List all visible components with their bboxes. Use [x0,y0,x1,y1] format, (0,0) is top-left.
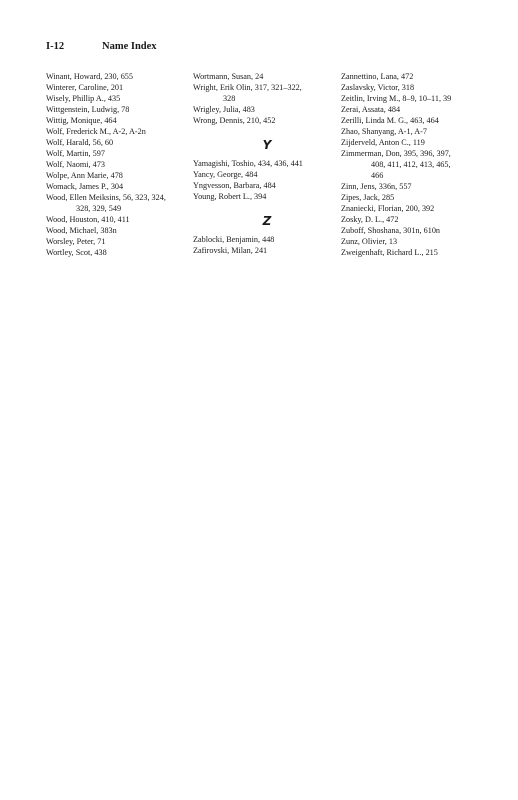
index-entry-text: Wood, Ellen Meiksins, 56, 323, 324, [46,193,166,202]
index-entry [193,169,341,180]
index-entry [46,181,194,192]
index-entry-text: Wolpe, Ann Marie, 478 [46,171,123,180]
index-entry-text: Zimmerman, Don, 395, 396, 397, [341,149,451,158]
page-title: Name Index [102,41,157,52]
index-entry-text: Zipes, Jack, 285 [341,193,395,202]
index-entry-text: Worsley, Peter, 71 [46,237,106,246]
index-entry [193,180,341,191]
index-entry-text: Zosky, D. L., 472 [341,215,399,224]
index-entry [341,71,489,82]
index-entry [341,126,489,137]
index-entry-text: Wright, Erik Olin, 317, 321–322, [193,83,302,92]
index-entry [193,158,341,169]
index-entry-text: Yancy, George, 484 [193,170,258,179]
index-entry-text: Yamagishi, Toshio, 434, 436, 441 [193,159,303,168]
index-entry-text: Wrong, Dennis, 210, 452 [193,116,276,125]
index-entry [46,225,194,236]
index-entry-text: Zeitlin, Irving M., 8–9, 10–11, 39 [341,94,452,103]
index-entry-continuation: 466 [371,171,384,180]
index-entry [46,137,194,148]
index-entry [193,245,341,256]
index-entry [46,115,194,126]
index-entry [341,192,489,203]
index-entry [193,234,341,245]
index-column-1 [46,71,194,258]
index-entry-continuation: 408, 411, 412, 413, 465, [371,160,451,169]
index-entry-text: Winant, Howard, 230, 655 [46,72,133,81]
index-entry-text: Wisely, Phillip A., 435 [46,94,121,103]
index-entry-text: Wortmann, Susan, 24 [193,72,264,81]
index-entry-text: Zablocki, Benjamin, 448 [193,235,275,244]
index-entry-text: Wrigley, Julia, 483 [193,105,255,114]
page-number: I-12 [46,41,65,52]
index-entry [193,115,341,126]
index-entry-text: Wood, Houston, 410, 411 [46,215,130,224]
index-entry-text: Zafirovski, Milan, 241 [193,246,268,255]
index-entry [341,225,489,236]
index-entry [46,71,194,82]
index-entry-text: Wolf, Harald, 56, 60 [46,138,114,147]
index-entry-text: Yngvesson, Barbara, 484 [193,181,276,190]
index-column-3 [341,71,489,258]
index-entry-text: Wolf, Naomi, 473 [46,160,105,169]
index-entry [46,104,194,115]
index-entry [341,93,489,104]
index-entry-text: Zannettino, Lana, 472 [341,72,414,81]
index-entry-text: Womack, James P., 304 [46,182,124,191]
index-entry [193,191,341,202]
index-entry-text: Winterer, Caroline, 201 [46,83,124,92]
index-entry-continuation: 328 [223,94,236,103]
index-entry [46,93,194,104]
index-entry [341,115,489,126]
index-entry [193,104,341,115]
index-entry [46,214,194,225]
page-header [46,41,157,52]
index-entry [46,247,194,258]
index-entry [193,71,341,82]
index-entry [46,126,194,137]
index-entry-text: Zhao, Shanyang, A-1, A-7 [341,127,427,136]
index-entry [341,104,489,115]
index-entry [46,170,194,181]
index-entry-text: Wolf, Frederick M., A-2, A-2n [46,127,146,136]
index-entry-text: Zunz, Olivier, 13 [341,237,398,246]
index-entry-text: Zuboff, Shoshana, 301n, 610n [341,226,441,235]
index-entry-text: Wortley, Scot, 438 [46,248,107,257]
index-entry [46,192,194,214]
index-entry [341,181,489,192]
index-entry [341,236,489,247]
index-entry-text: Zerilli, Linda M. G., 463, 464 [341,116,439,125]
index-entry [341,82,489,93]
index-entry-text: Zaslavsky, Victor, 318 [341,83,415,92]
index-column-2 [193,71,341,256]
index-entry [341,214,489,225]
index-entry [193,82,341,104]
index-entry [46,82,194,93]
index-entry-text: Zinn, Jens, 336n, 557 [341,182,412,191]
index-entry-continuation: 328, 329, 549 [76,204,122,213]
index-entry-text: Zweigenhaft, Richard L., 215 [341,248,438,257]
index-entry [46,236,194,247]
index-entry [341,203,489,214]
index-entry-text: Wood, Michael, 383n [46,226,117,235]
index-entry-text: Zerai, Assata, 484 [341,105,401,114]
index-entry-text: Wittgenstein, Ludwig, 78 [46,105,130,114]
section-letter: Y [262,138,272,152]
index-entry [341,137,489,148]
index-entry [46,159,194,170]
index-entry-text: Zijderveld, Anton C., 119 [341,138,425,147]
section-letter: Z [262,214,272,228]
index-entry-text: Wolf, Martin, 597 [46,149,105,158]
index-entry-text: Young, Robert L., 394 [193,192,267,201]
index-entry [46,148,194,159]
index-entry [341,247,489,258]
index-entry [341,148,489,181]
index-entry-text: Wittig, Monique, 464 [46,116,117,125]
index-entry-text: Znaniecki, Florian, 200, 392 [341,204,435,213]
